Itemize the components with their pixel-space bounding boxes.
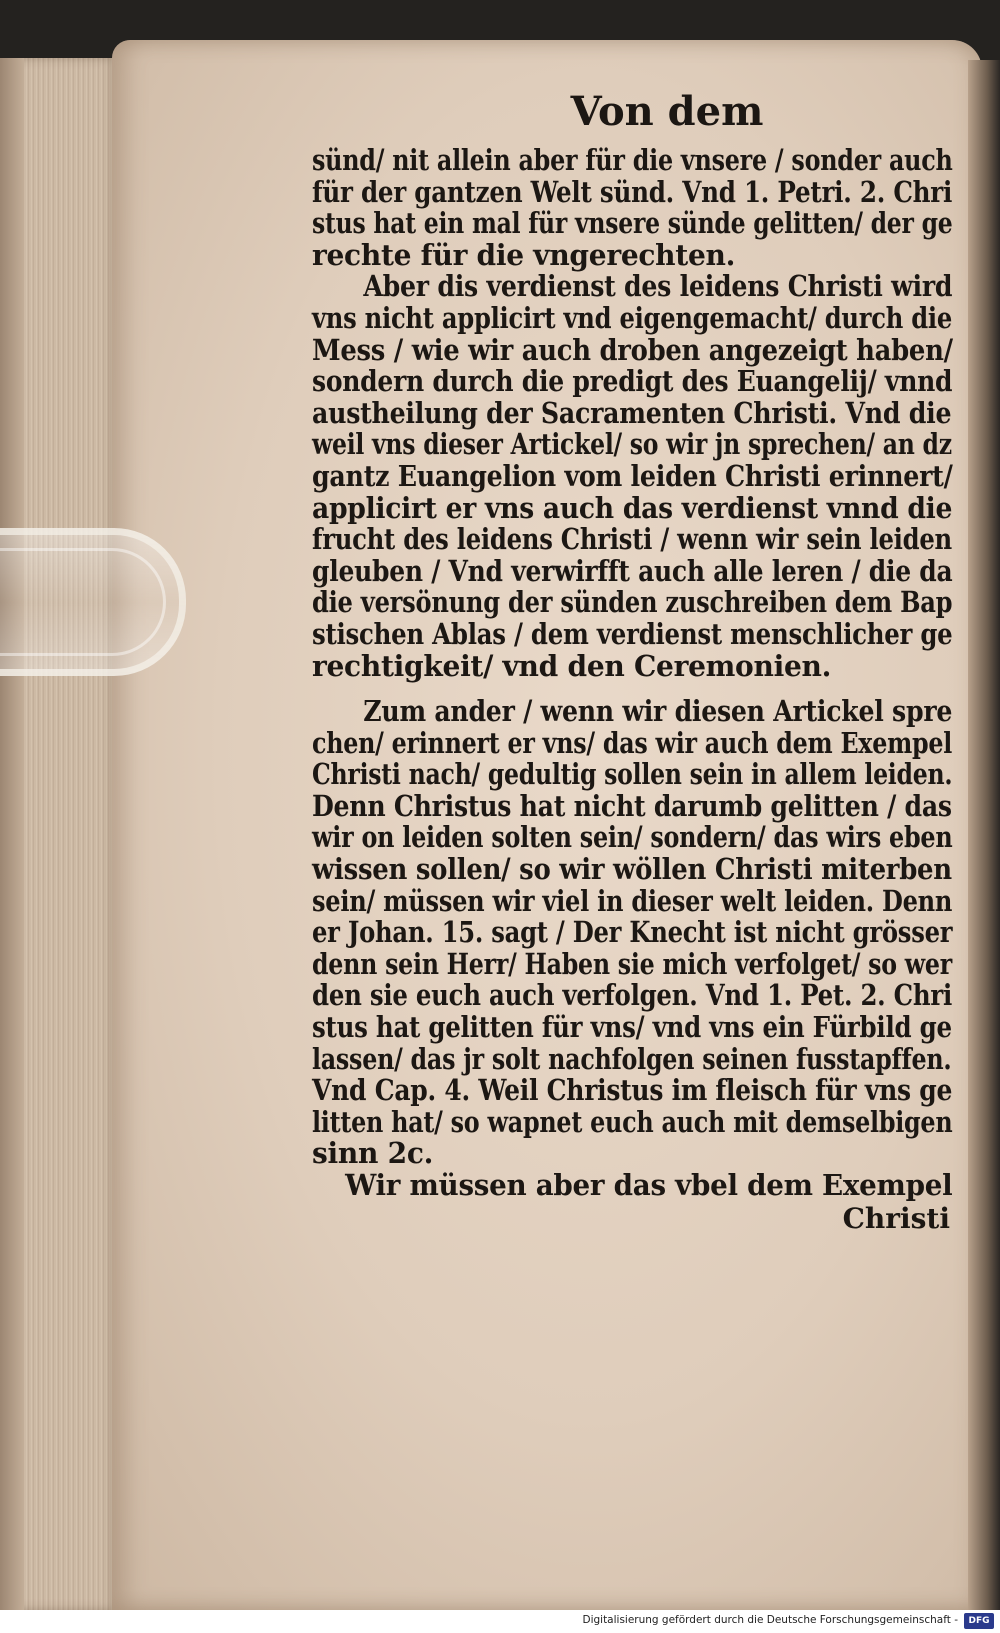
text-line: applicirt er vns auch das verdienst vnnd die <box>312 490 953 525</box>
text-line: rechtigkeit/ vnd den Ceremonien. <box>312 648 832 683</box>
page-gutter-shadow <box>968 60 1000 1610</box>
text-line: weil vns dieser Artickel/ so wir jn sprechen/ an dz <box>312 427 952 462</box>
text-line: stus hat ein mal für vnsere sünde gelitten/ der ge <box>312 206 953 241</box>
page-clip-inner <box>0 548 166 656</box>
running-head: Von dem <box>570 88 764 135</box>
text-line: lassen/ das jr solt nachfolgen seinen fusstapffen. <box>312 1041 952 1076</box>
text-line: stus hat gelitten für vns/ vnd vns ein Fürbild ge <box>312 1010 952 1045</box>
paragraph-3 <box>312 696 962 1170</box>
text-line: Vnd Cap. 4. Weil Christus im fleisch für vns ge <box>312 1073 953 1108</box>
text-line: austheilung der Sacramenten Christi. Vnd die <box>312 395 952 430</box>
text-line: für der gantzen Welt sünd. Vnd 1. Petri. 2. Chri <box>312 174 953 209</box>
text-line: Christi nach/ gedultig sollen sein in allem leiden. <box>312 757 953 792</box>
text-line: gleuben / Vnd verwirfft auch alle leren / die da <box>312 553 953 588</box>
funding-notice: Digitalisierung gefördert durch die Deutsche Forschungsgemeinschaft - <box>582 1614 958 1626</box>
text-line: Wir müssen aber das vbel dem Exempel <box>345 1168 953 1202</box>
paragraph-1 <box>312 145 962 271</box>
text-line: sein/ müssen wir viel in dieser welt leiden. Denn <box>312 883 953 918</box>
text-line: den sie euch auch verfolgen. Vnd 1. Pet. 2. Chri <box>312 978 952 1013</box>
text-line: sondern durch die predigt des Euangelij/ vnnd <box>312 364 953 399</box>
page-text <box>312 88 962 1235</box>
text-line: Zum ander / wenn wir diesen Artickel spre <box>363 694 953 729</box>
text-line: Mess / wie wir auch droben angezeigt haben/ <box>312 332 953 367</box>
text-line: wir on leiden solten sein/ sondern/ das wirs eben <box>312 820 953 855</box>
text-line: litten hat/ so wapnet euch auch mit demselbigen <box>312 1104 953 1139</box>
text-line: wissen sollen/ so wir wöllen Christi miterben <box>312 852 952 887</box>
text-line: stischen Ablas / dem verdienst menschlicher ge <box>312 616 953 651</box>
text-line: denn sein Herr/ Haben sie mich verfolget/ so wer <box>312 946 952 981</box>
catchword: Christi <box>842 1201 950 1235</box>
text-line: frucht des leidens Christi / wenn wir sein leiden <box>312 522 952 557</box>
text-line: die versönung der sünden zuschreiben dem Bap <box>312 585 953 620</box>
text-line: chen/ erinnert er vns/ das wir auch dem Exempel <box>312 725 953 760</box>
text-line: sinn 2c. <box>312 1136 434 1171</box>
text-line: vns nicht applicirt vnd eigengemacht/ durch die <box>312 300 952 335</box>
page-stack-shadow <box>0 58 24 1610</box>
text-line: Denn Christus hat nicht darumb gelitten / das <box>312 788 952 823</box>
text-line: gantz Euangelion vom leiden Christi erinnert/ <box>312 458 953 493</box>
footer-bar <box>0 1610 1000 1633</box>
text-line: rechte für die vngerechten. <box>312 237 736 272</box>
paragraph-2 <box>312 271 962 682</box>
text-line: er Johan. 15. sagt / Der Knecht ist nicht grösser <box>312 915 953 950</box>
dfg-logo-icon: DFG <box>964 1613 994 1629</box>
text-line: sünd/ nit allein aber für die vnsere / sonder auch <box>312 143 953 177</box>
text-line: Aber dis verdienst des leidens Christi wird <box>363 269 953 304</box>
paragraph-4 <box>312 1170 962 1202</box>
